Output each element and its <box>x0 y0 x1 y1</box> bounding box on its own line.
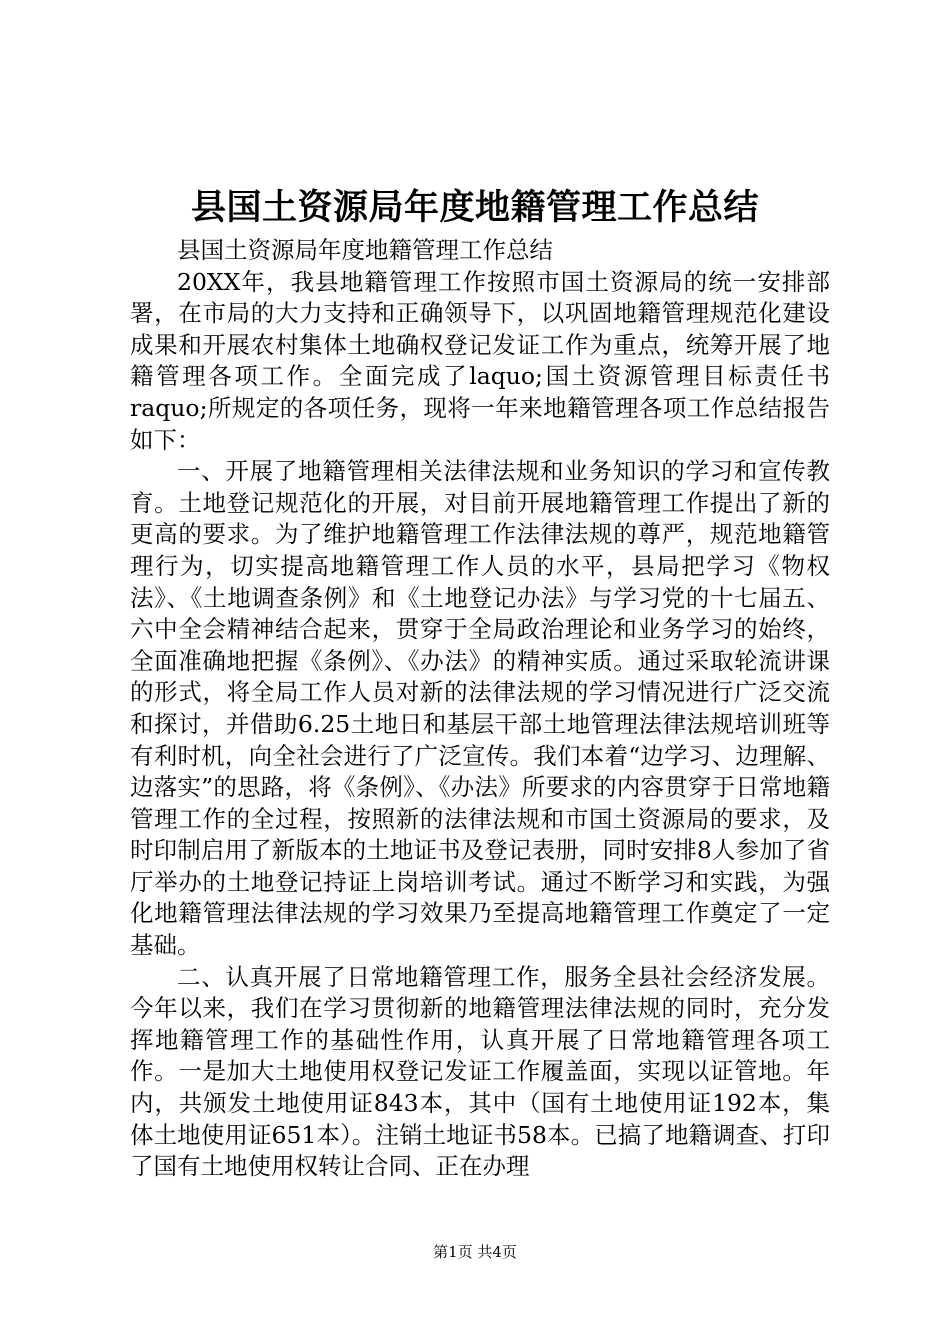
paragraph-section-2: 二、认真开展了日常地籍管理工作，服务全县社会经济发展。今年以来，我们在学习贯彻新的地籍管理法律法规的同时，充分发挥地籍管理工作的基础性作用，认真开展了日常地籍管理各项工作。一是加大土地使用权登记发证工作履盖面，实现以证管地。年内，共颁发土地使用证843本，其中（国有土地使用证192本，集体土地使用证651本）。注销土地证书58本。已搞了地籍调查、打印了国有土地使用权转让合同、正在办理 <box>130 962 830 1181</box>
document-body <box>130 235 830 1183</box>
paragraph-section-1: 一、开展了地籍管理相关法律法规和业务知识的学习和宣传教育。土地登记规范化的开展，对目前开展地籍管理工作提出了新的更高的要求。为了维护地籍管理工作法律法规的尊严，规范地籍管理行为，切实提高地籍管理工作人员的水平，县局把学习《物权法》、《土地调查条例》和《土地登记办法》与学习党的十七届五、六中全会精神结合起来，贯穿于全局政治理论和业务学习的始终，全面准确地把握《条例》、《办法》的精神实质。通过采取轮流讲课的形式，将全局工作人员对新的法律法规的学习情况进行广泛交流和探讨，并借助6.25土地日和基层干部土地管理法律法规培训班等有利时机，向全社会进行了广泛宣传。我们本着“边学习、边理解、边落实”的思路，将《条例》、《办法》所要求的内容贯穿于日常地籍管理工作的全过程，按照新的法律法规和市国土资源局的要求，及时印制启用了新版本的土地证书及登记表册，同时安排8人参加了省厅举办的土地登记持证上岗培训考试。通过不断学习和实践，为强化地籍管理法律法规的学习效果乃至提高地籍管理工作奠定了一定基础。 <box>130 457 830 960</box>
document-title: 县国土资源局年度地籍管理工作总结 <box>190 187 759 228</box>
page-number-footer: 第1页 共4页 <box>433 1243 517 1261</box>
paragraph-intro: 20XX年，我县地籍管理工作按照市国土资源局的统一安排部署，在市局的大力支持和正确领导下，以巩固地籍管理规范化建设成果和开展农村集体土地确权登记发证工作为重点，统筹开展了地籍管理各项工作。全面完成了laquo;国土资源管理目标责任书raquo;所规定的各项任务，现将一年来地籍管理各项工作总结报告如下： <box>130 267 830 454</box>
paragraph-subtitle: 县国土资源局年度地籍管理工作总结 <box>177 236 553 264</box>
